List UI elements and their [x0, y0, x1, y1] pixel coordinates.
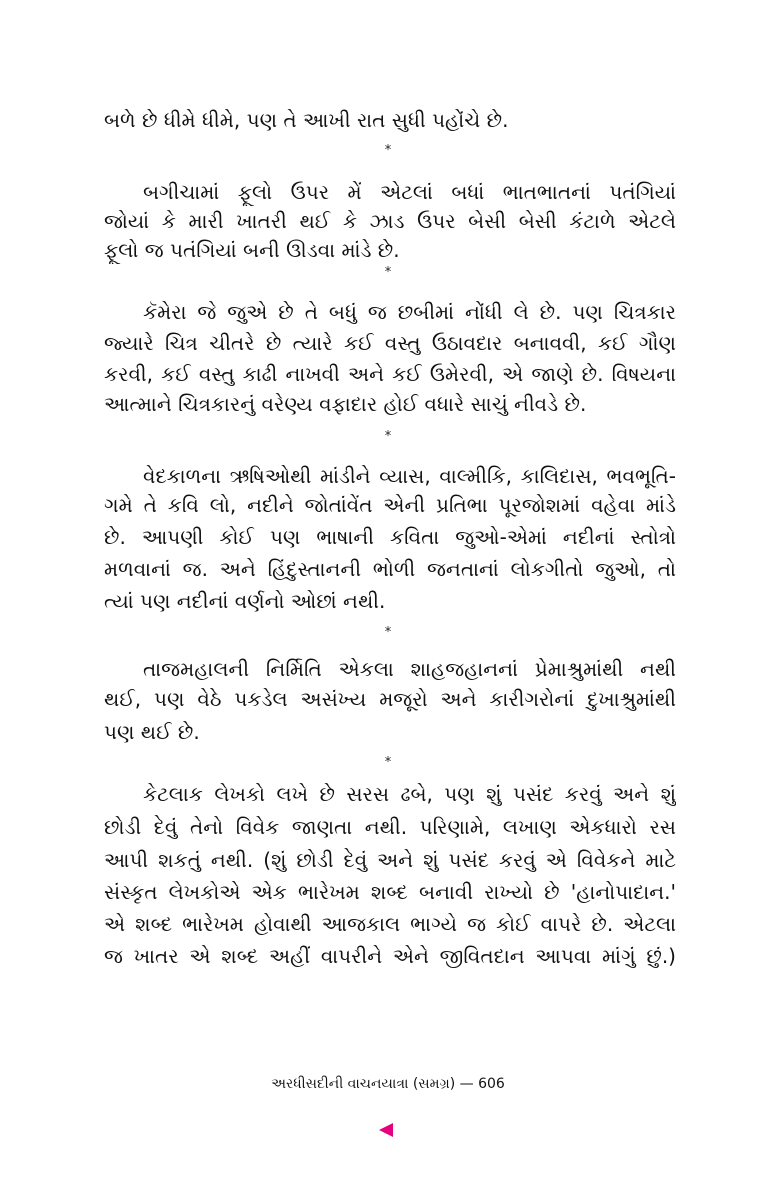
paragraph-3-line-2: જ્યારે ચિત્ર ચીતરે છે ત્યારે કઈ વસ્તુ ઉઠાવદાર બનાવવી, કઈ ગૌણ: [104, 331, 676, 355]
separator-asterisk: *: [384, 429, 392, 444]
paragraph-4-line-3: છે. આપણી કોઈ પણ ભાષાની કવિતા જુઓ-એમાં નદીનાં સ્તોત્રો: [104, 525, 676, 549]
paragraph-4-line-5: ત્યાં પણ નદીનાં વર્ણનો ઓછાં નથી.: [104, 589, 386, 613]
paragraph-4-line-1: વેદકાળના ઋષિઓથી માંડીને વ્યાસ, વાલ્મીકિ, કાલિદાસ, ભવભૂતિ-: [143, 464, 676, 488]
separator-asterisk: *: [384, 143, 392, 158]
paragraph-3-line-3: કરવી, કઈ વસ્તુ કાઢી નાખવી અને કઈ ઉમેરવી, એ જાણે છે. વિષયના: [104, 362, 676, 386]
paragraph-6-line-3: આપી શકતું નથી. (શું છોડી દેવું અને શું પસંદ કરવું એ વિવેકને માટે: [104, 848, 676, 872]
separator-asterisk: *: [384, 265, 392, 280]
triangle-left-icon[interactable]: [379, 1123, 393, 1137]
paragraph-5-line-3: પણ થઈ છે.: [104, 720, 200, 744]
paragraph-4-line-2: ગમે તે કવિ લો, નદીને જોતાંવેંત એની પ્રતિભા પૂરજોશમાં વહેવા માંડે: [104, 493, 676, 517]
paragraph-2-line-1: બગીચામાં ફૂલો ઉપર મેં એટલાં બધાં ભાતભાતનાં પતંગિયાં: [143, 180, 676, 204]
separator-asterisk: *: [384, 625, 392, 640]
paragraph-2-line-3: ફૂલો જ પતંગિયાં બની ઊડવા માંડે છે.: [104, 238, 400, 262]
separator-asterisk: *: [384, 755, 392, 770]
paragraph-3-line-1: કૅમેરા જે જુએ છે તે બધું જ છબીમાં નોંધી લે છે. પણ ચિત્રકાર: [143, 300, 676, 324]
paragraph-5-line-2: થઈ, પણ વેઠે પકડેલ અસંખ્ય મજૂરો અને કારીગરોનાં દુખાશ્રુમાંથી: [104, 687, 676, 711]
paragraph-4-line-4: મળવાનાં જ. અને હિંદુસ્તાનની ભોળી જનતાનાં લોકગીતો જુઓ, તો: [104, 557, 676, 581]
paragraph-6-line-2: છોડી દેવું તેનો વિવેક જાણતા નથી. પરિણામે, લખાણ એકધારો રસ: [104, 815, 676, 839]
paragraph-6-line-4: સંસ્કૃત લેખકોએ એક ભારેખમ શબ્દ બનાવી રાખ્યો છે 'હાનોપાદાન.': [104, 880, 676, 904]
paragraph-6-line-1: કેટલાક લેખકો લખે છે સરસ ઢબે, પણ શું પસંદ કરવું અને શું: [143, 782, 676, 806]
paragraph-2-line-2: જોયાં કે મારી ખાતરી થઈ કે ઝાડ ઉપર બેસી બેસી કંટાળે એટલે: [104, 209, 676, 233]
paragraph-6-line-5: એ શબ્દ ભારેખમ હોવાથી આજકાલ ભાગ્યે જ કોઈ વાપરે છે. એટલા: [104, 912, 676, 936]
paragraph-3-line-4: આત્માને ચિત્રકારનું વરેણ્ય વફાદાર હોઈ વધારે સાચું નીવડે છે.: [104, 392, 587, 416]
paragraph-5-line-1: તાજમહાલની નિર્મિતિ એકલા શાહજહાનનાં પ્રેમાશ્રુમાંથી નથી: [143, 657, 676, 681]
page-footer: અરધીસદીની વાચનયાત્રા (સમગ્ર) — 606: [271, 1076, 505, 1092]
paragraph-1-line-1: બળે છે ધીમે ધીમે, પણ તે આખી રાત સુધી પહોંચે છે.: [104, 108, 509, 132]
paragraph-6-line-6: જ ખાતર એ શબ્દ અહીં વાપરીને એને જીવિતદાન આપવા માંગું છું.): [104, 944, 676, 968]
